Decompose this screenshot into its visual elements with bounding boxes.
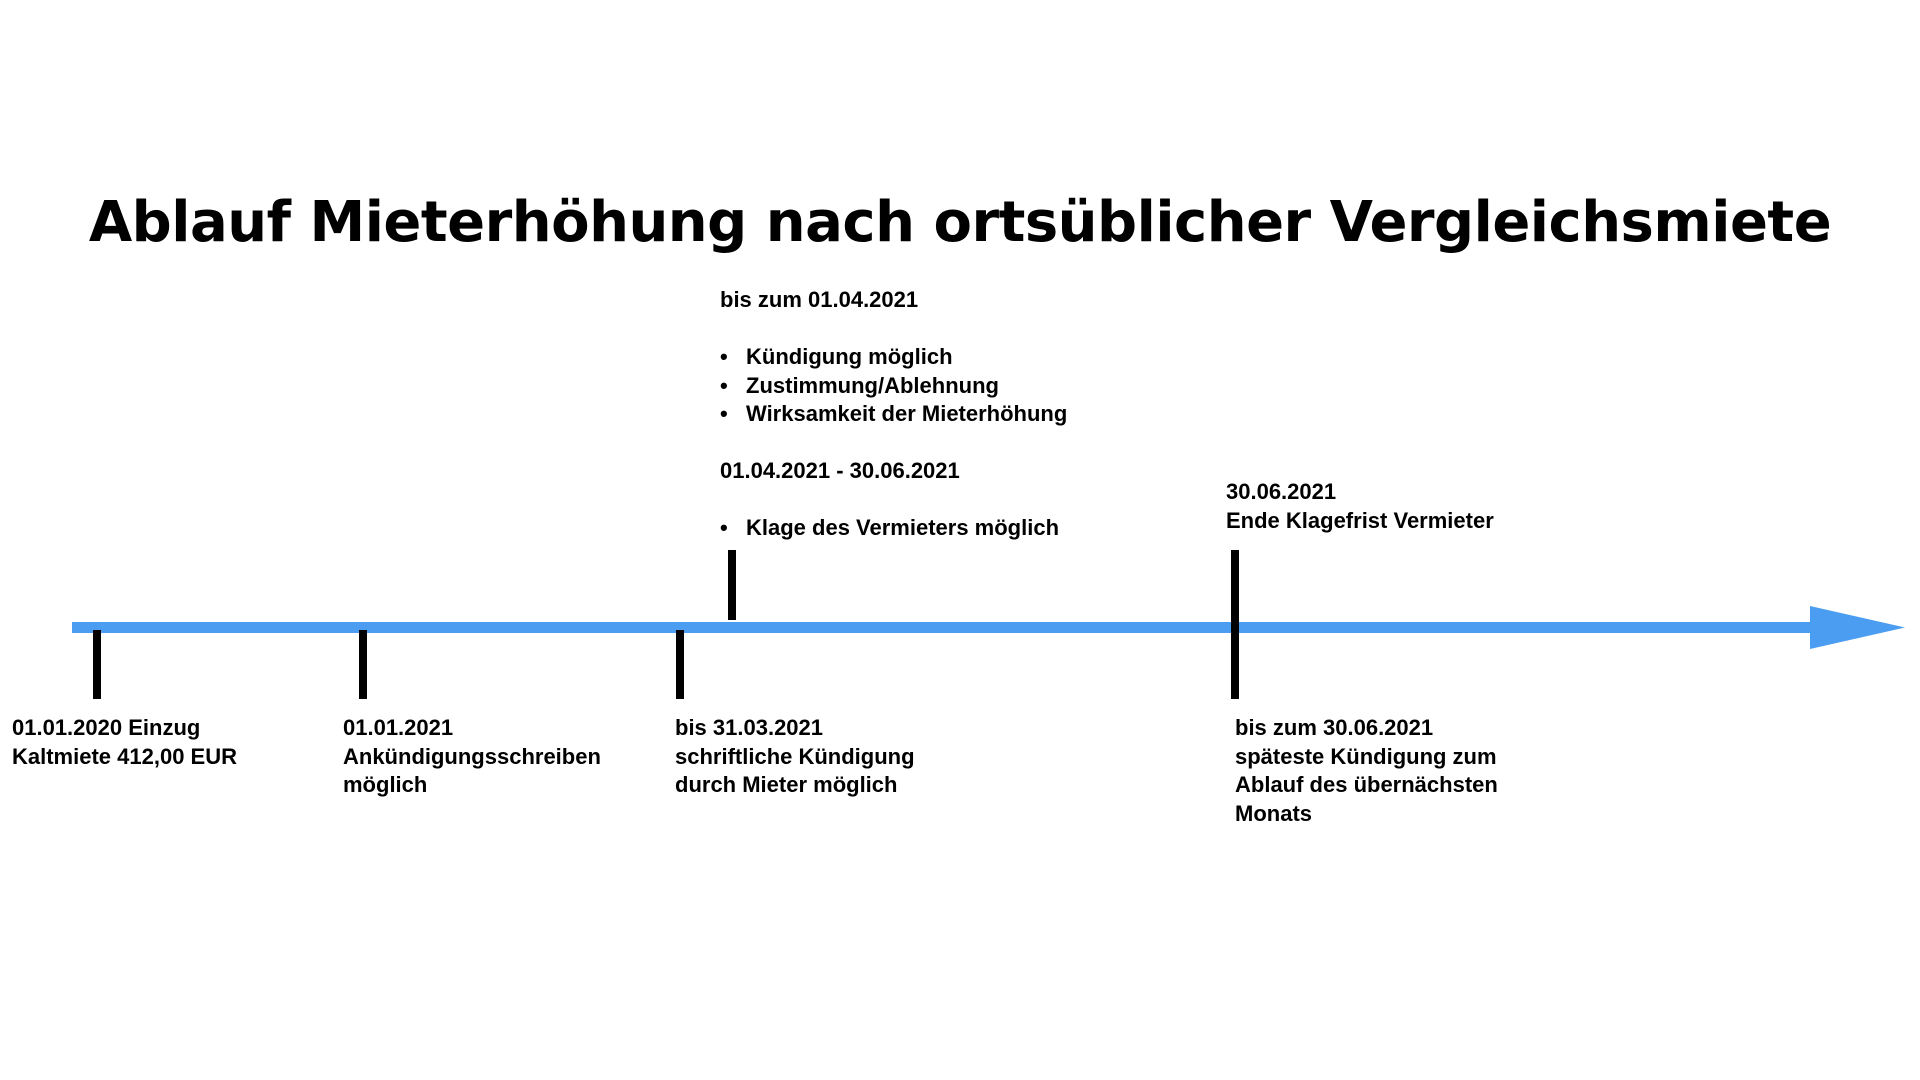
timeline-arrow-head (1810, 606, 1905, 649)
event-line: Ablauf des übernächsten (1235, 772, 1498, 797)
bullet-item: • Kündigung möglich (720, 343, 1067, 372)
event-line: späteste Kündigung zum (1235, 743, 1497, 769)
event-line: durch Mieter möglich (675, 772, 898, 797)
section-heading: bis zum 01.04.2021 (720, 287, 919, 312)
event-below-einzug (12, 714, 237, 771)
event-line: bis zum 30.06.2021 (1235, 715, 1434, 740)
event-below-spaeteste-kuendigung (1235, 714, 1498, 828)
bullet-item: • Wirksamkeit der Mieterhöhung (720, 400, 1067, 429)
event-line: schriftliche Kündigung (675, 743, 915, 769)
section-heading: 01.04.2021 - 30.06.2021 (720, 458, 960, 483)
bullet-item: • Zustimmung/Ablehnung (720, 372, 1067, 401)
event-line: 01.01.2021 (343, 715, 454, 740)
tick-above-zustimmung (728, 550, 736, 620)
event-line: möglich (343, 772, 428, 797)
event-line: 01.01.2020 Einzug (12, 715, 201, 740)
event-line: Ankündigungsschreiben (343, 743, 601, 769)
event-below-ankuendigung (343, 714, 601, 800)
tick-below-ankuendigung (359, 630, 367, 699)
bullet-item: • Klage des Vermieters möglich (720, 514, 1067, 543)
event-line: bis 31.03.2021 (675, 715, 824, 740)
tick-below-einzug (93, 630, 101, 699)
bullet-list (720, 343, 1067, 429)
bullet-list (720, 514, 1067, 543)
event-above-klagefrist (1226, 478, 1494, 535)
event-line: Kaltmiete 412,00 EUR (12, 743, 237, 769)
event-line: 30.06.2021 (1226, 479, 1337, 504)
tick-below-kuendigung-mieter (676, 630, 684, 699)
event-below-kuendigung-mieter (675, 714, 915, 800)
timeline-arrow-shaft (72, 622, 1822, 633)
event-line: Monats (1235, 800, 1312, 826)
tick-below-spaeteste-kuendigung (1231, 627, 1239, 699)
event-line: Ende Klagefrist Vermieter (1226, 507, 1494, 533)
tick-above-klagefrist (1231, 550, 1239, 627)
event-above-zustimmung (720, 286, 1067, 543)
page-title: Ablauf Mieterhöhung nach ortsüblicher Vergleichsmiete (88, 190, 1832, 255)
